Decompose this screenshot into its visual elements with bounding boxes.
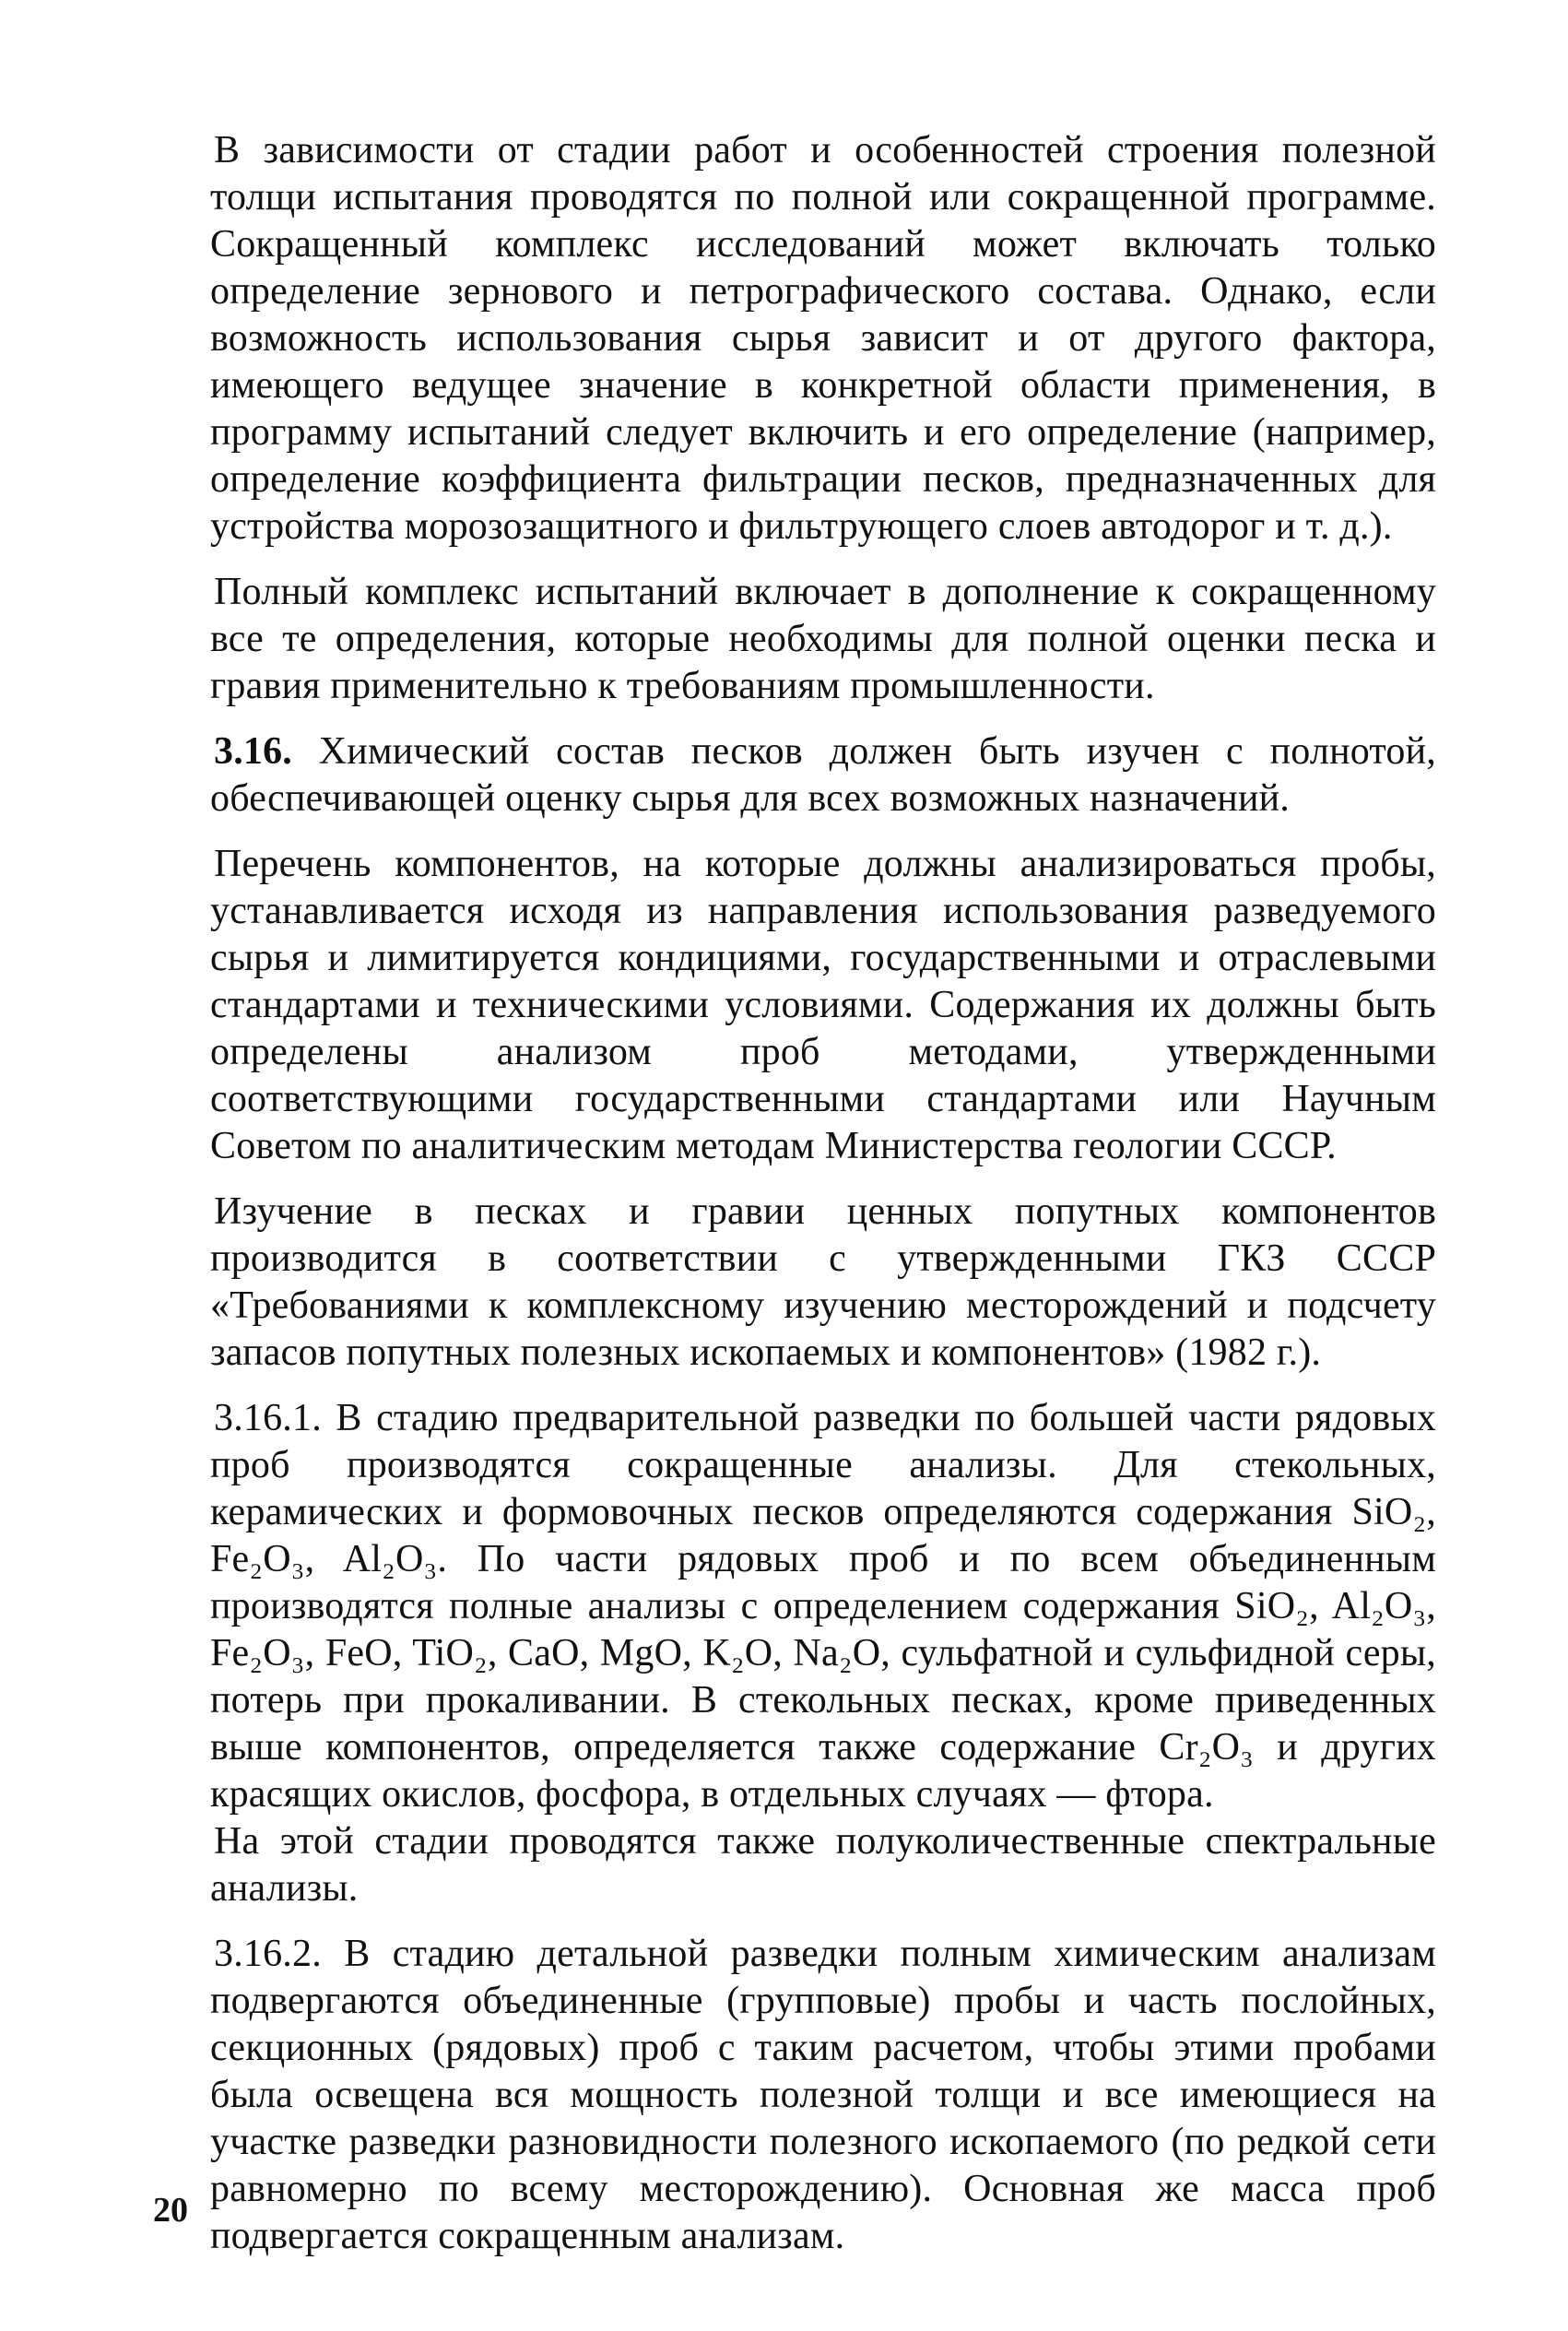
paragraph-text: Полный комплекс испытаний включает в дополнение к сокращенному все те определения, которые необходимы для полной оценки песка и гравия применительно к требованиям промышленности. bbox=[210, 571, 1436, 707]
paragraph-section-3-16-1 bbox=[210, 1395, 1436, 1818]
paragraph-by-products bbox=[210, 1189, 1436, 1377]
paragraph-text: 3.16.2. В стадию детальной разведки полным химическим анализам подвергаются объединенные (групповые) пробы и часть послойных, секционных (рядовых) проб с таким расчетом, чтобы этими пробами была освещена вся мощность полезной толщи и все имеющиеся на участке разведки разновидности полезного ископаемого (по редкой сети равномерно по всему месторождению). Основная же масса проб подвергается сокращенным анализам. bbox=[210, 1933, 1436, 2257]
paragraph-components-list bbox=[210, 841, 1436, 1170]
section-number: 3.16. bbox=[214, 730, 292, 773]
paragraph-spectral-analysis bbox=[210, 1818, 1436, 1912]
paragraph-text: На этой стадии проводятся также полуколичественные спектральные анализы. bbox=[210, 1820, 1436, 1910]
document-page bbox=[210, 127, 1436, 2278]
paragraph-full-complex bbox=[210, 569, 1436, 710]
paragraph-text: Перечень компонентов, на которые должны анализироваться пробы, устанавливается исходя из направления использования разведуемого сырья и лимитируется кондициями, государственными и отраслевыми стандартами и техническими условиями. Содержания их должны быть определены анализом проб методами, утвержденными соответствующими государственными стандартами или Научным Советом по аналитическим методам Министерства геологии СССР. bbox=[210, 843, 1436, 1167]
paragraph-section-3-16 bbox=[210, 728, 1436, 822]
paragraph-text: В зависимости от стадии работ и особенностей строения полезной толщи испытания проводятся по полной или сокращенной программе. Сокращенный комплекс исследований может включать только определение зернового и петрографического состава. Однако, если возможность использования сырья зависит и от другого фактора, имеющего ведущее значение в конкретной области применения, в программу испытаний следует включить и его определение (например, определение коэффициента фильтрации песков, предназначенных для устройства морозозащитного и фильтрующего слоев автодорог и т. д.). bbox=[210, 129, 1436, 548]
paragraph-program-scope bbox=[210, 127, 1436, 550]
page-number: 20 bbox=[153, 2191, 188, 2230]
paragraph-text: Химический состав песков должен быть изучен с полнотой, обеспечивающей оценку сырья для всех возможных назначений. bbox=[210, 730, 1436, 820]
paragraph-section-3-16-2 bbox=[210, 1931, 1436, 2260]
paragraph-text: 3.16.1. В стадию предварительной разведки по большей части рядовых проб производятся сокращенные анализы. Для стекольных, керамических и формовочных песков определяются содержания SiO₂, Fe₂O₃, Al₂O₃. По части рядовых проб и по всем объединенным производятся полные анализы с определением содержания SiO₂, Al₂O₃, Fe₂O₃, FeO, TiO₂, CaO, MgO, K₂O, Na₂O, сульфатной и сульфидной серы, потерь при прокаливании. В стекольных песках, кроме приведенных выше компонентов, определяется также содержание Cr₂O₃ и других красящих окислов, фосфора, в отдельных случаях — фтора. bbox=[210, 1397, 1436, 1816]
paragraph-text: Изучение в песках и гравии ценных попутных компонентов производится в соответствии с утвержденными ГКЗ СССР «Требованиями к комплексному изучению месторождений и подсчету запасов попутных полезных ископаемых и компонентов» (1982 г.). bbox=[210, 1190, 1436, 1374]
